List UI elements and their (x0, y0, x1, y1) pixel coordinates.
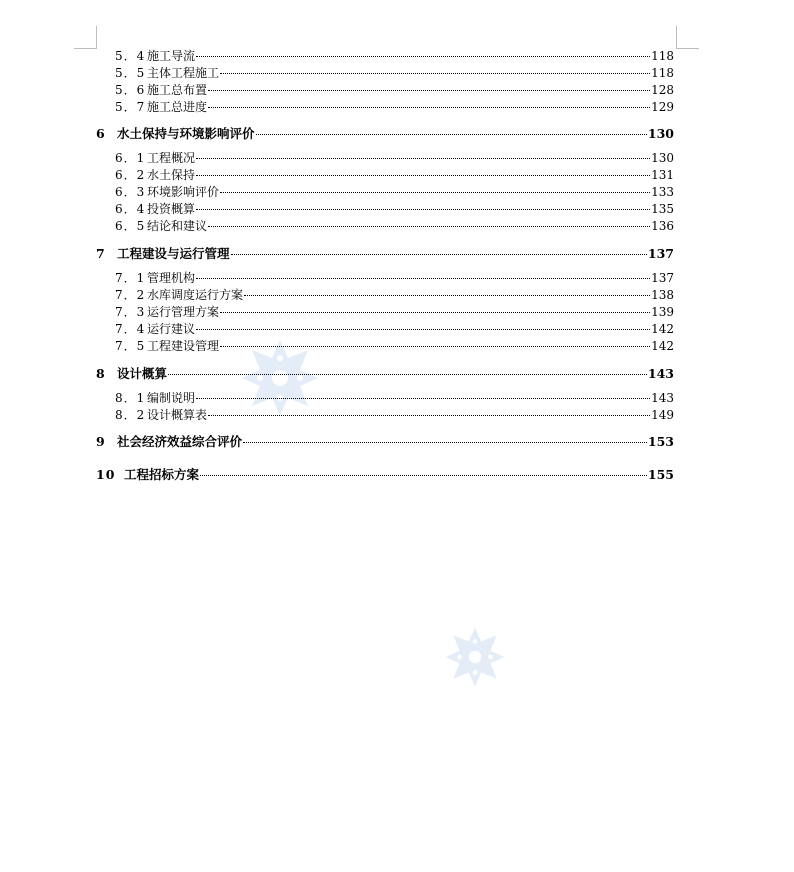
toc-leader-dots (196, 157, 650, 159)
toc-entry-6-3[interactable] (115, 184, 674, 201)
toc-entry-title: 施工总布置 (147, 83, 208, 97)
toc-entry-number: 6．5 (115, 219, 146, 233)
toc-chapter-number: 9 (96, 434, 106, 449)
toc-entry-6-5[interactable] (115, 218, 674, 235)
toc-entry-number: 7．1 (115, 271, 146, 285)
toc-entry-7-2[interactable] (115, 287, 674, 304)
toc-entry-7-5[interactable] (115, 338, 674, 355)
toc-entry-page: 118 (651, 66, 674, 80)
toc-entry-page: 139 (651, 305, 674, 319)
toc-entry-title: 工程建设管理 (147, 339, 220, 353)
toc-entry-5-4[interactable] (115, 48, 674, 65)
toc-entry-8-1[interactable] (115, 390, 674, 407)
toc-leader-dots (220, 191, 650, 193)
toc-chapter-title: 工程招标方案 (124, 467, 200, 482)
toc-chapter-number: 6 (96, 126, 106, 141)
toc-entry-number: 7．5 (115, 339, 146, 353)
toc-chapter-8[interactable] (96, 365, 674, 383)
toc-entry-number: 5．7 (115, 100, 146, 114)
toc-leader-dots (243, 441, 647, 443)
toc-entry-page: 142 (651, 339, 674, 353)
toc-entry-7-3[interactable] (115, 304, 674, 321)
toc-entry-title: 设计概算表 (147, 408, 208, 422)
toc-entry-number: 5．5 (115, 66, 146, 80)
toc-entry-title: 主体工程施工 (147, 66, 220, 80)
toc-entry-number: 6．2 (115, 168, 146, 182)
toc-leader-dots (168, 373, 647, 375)
toc-entry-number: 7．4 (115, 322, 146, 336)
toc-entry-number: 6．1 (115, 151, 146, 165)
toc-entry-6-1[interactable] (115, 150, 674, 167)
toc-entry-title: 运行管理方案 (147, 305, 220, 319)
toc-chapter-title: 设计概算 (117, 366, 168, 381)
toc-entry-7-1[interactable] (115, 270, 674, 287)
toc-entry-6-4[interactable] (115, 201, 674, 218)
toc-chapter-number: 10 (96, 467, 116, 482)
toc-entry-number: 7．3 (115, 305, 146, 319)
toc-chapter-page: 155 (647, 467, 674, 482)
toc-entry-page: 142 (651, 322, 674, 336)
toc-entry-number: 8．2 (115, 408, 146, 422)
toc-entry-title: 水库调度运行方案 (147, 288, 244, 302)
toc-leader-dots (196, 328, 650, 330)
toc-chapter-9[interactable] (96, 433, 674, 451)
toc-chapter-7[interactable] (96, 245, 674, 263)
toc-chapter-number: 8 (96, 366, 106, 381)
toc-entry-title: 施工导流 (147, 49, 196, 63)
toc-chapter-6[interactable] (96, 125, 674, 143)
toc-entry-title: 投资概算 (147, 202, 196, 216)
toc-leader-dots (196, 397, 650, 399)
crop-mark-top-left (74, 26, 97, 49)
toc-chapter-page: 130 (647, 126, 674, 141)
toc-entry-number: 7．2 (115, 288, 146, 302)
toc-entry-7-4[interactable] (115, 321, 674, 338)
toc-chapter-10[interactable] (96, 466, 674, 484)
toc-chapter-title: 工程建设与运行管理 (117, 246, 230, 261)
toc-chapter-title: 水土保持与环境影响评价 (117, 126, 255, 141)
toc-chapter-page: 137 (647, 246, 674, 261)
toc-leader-dots (220, 345, 650, 347)
toc-entry-title: 运行建议 (147, 322, 196, 336)
toc-entry-5-7[interactable] (115, 99, 674, 116)
crop-mark-top-right (676, 26, 699, 49)
toc-entry-title: 工程概况 (147, 151, 196, 165)
toc-entry-number: 6．3 (115, 185, 146, 199)
snowflake-watermark-icon (444, 626, 506, 688)
toc-chapter-title: 社会经济效益综合评价 (117, 434, 243, 449)
toc-leader-dots (196, 208, 650, 210)
toc-leader-dots (220, 72, 650, 74)
toc-leader-dots (220, 311, 650, 313)
toc-chapter-number: 7 (96, 246, 106, 261)
toc-entry-title: 环境影响评价 (147, 185, 220, 199)
toc-entry-8-2[interactable] (115, 407, 674, 424)
toc-entry-page: 136 (651, 219, 674, 233)
toc-entry-page: 137 (651, 271, 674, 285)
toc-leader-dots (200, 474, 647, 476)
toc-leader-dots (244, 294, 650, 296)
toc-entry-number: 5．6 (115, 83, 146, 97)
toc-entry-page: 138 (651, 288, 674, 302)
toc-chapter-page: 143 (647, 366, 674, 381)
toc-entry-page: 133 (651, 185, 674, 199)
toc-leader-dots (196, 174, 650, 176)
toc-entry-page: 129 (651, 100, 674, 114)
toc-entry-page: 128 (651, 83, 674, 97)
toc-entry-page: 135 (651, 202, 674, 216)
toc-leader-dots (208, 106, 650, 108)
toc-entry-title: 施工总进度 (147, 100, 208, 114)
toc-leader-dots (208, 225, 650, 227)
toc-entry-title: 管理机构 (147, 271, 196, 285)
toc-entry-title: 水土保持 (147, 168, 196, 182)
toc-entry-number: 5．4 (115, 49, 146, 63)
toc-leader-dots (208, 414, 650, 416)
toc-entry-6-2[interactable] (115, 167, 674, 184)
toc-entry-page: 118 (651, 49, 674, 63)
toc-entry-number: 6．4 (115, 202, 146, 216)
toc-entry-page: 149 (651, 408, 674, 422)
toc-entry-page: 143 (651, 391, 674, 405)
toc-entry-number: 8．1 (115, 391, 146, 405)
toc-leader-dots (196, 277, 650, 279)
toc-entry-5-5[interactable] (115, 65, 674, 82)
toc-entry-5-6[interactable] (115, 82, 674, 99)
toc-leader-dots (196, 55, 650, 57)
toc-leader-dots (208, 89, 650, 91)
toc-entry-page: 130 (651, 151, 674, 165)
toc-leader-dots (231, 253, 647, 255)
toc-entry-title: 编制说明 (147, 391, 196, 405)
toc-leader-dots (256, 133, 647, 135)
toc-entry-page: 131 (651, 168, 674, 182)
toc-entry-title: 结论和建议 (147, 219, 208, 233)
toc-chapter-page: 153 (647, 434, 674, 449)
